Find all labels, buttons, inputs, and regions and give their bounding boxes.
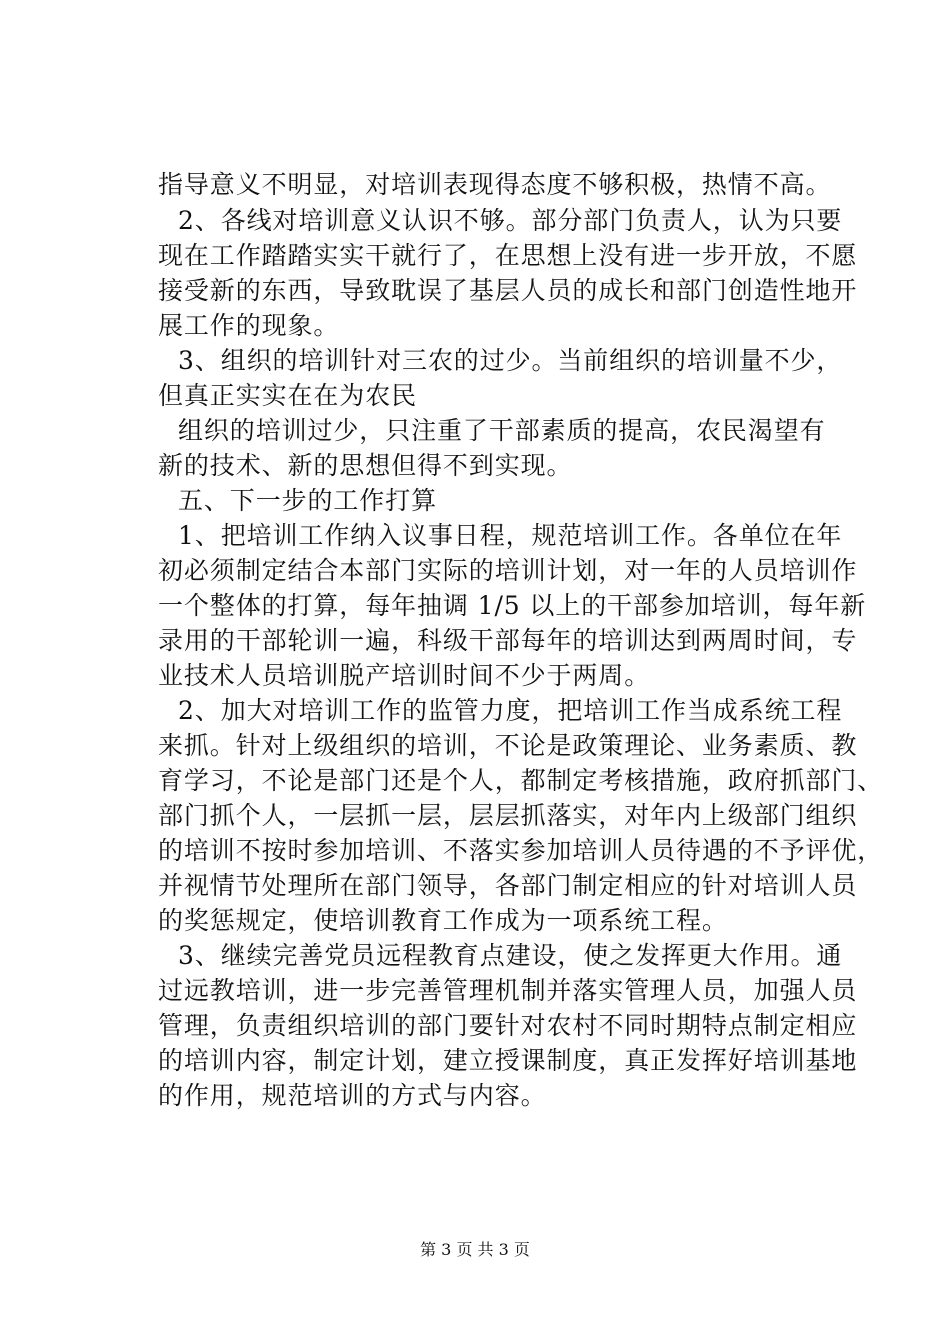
text-line: 过远教培训，进一步完善管理机制并落实管理人员，加强人员: [158, 976, 858, 1005]
text-line: 初必须制定结合本部门实际的培训计划，对一年的人员培训作: [158, 556, 858, 585]
text-line: 管理，负责组织培训的部门要针对农村不同时期特点制定相应: [158, 1011, 858, 1040]
text-line: 组织的培训过少，只注重了干部素质的提高，农民渴望有: [178, 416, 826, 445]
text-line: 指导意义不明显，对培训表现得态度不够积极，热情不高。: [158, 170, 832, 199]
text-line: 但真正实实在在为农民: [158, 381, 418, 410]
text-line: 录用的干部轮训一遍，科级干部每年的培训达到两周时间，专: [158, 626, 858, 655]
text-line: 1、把培训工作纳入议事日程，规范培训工作。各单位在年: [178, 521, 843, 550]
text-line: 3、组织的培训针对三农的过少。当前组织的培训量不少，: [178, 346, 843, 375]
section-heading: 五、下一步的工作打算: [178, 486, 438, 515]
text-line: 的培训不按时参加培训、不落实参加培训人员待遇的不予评优，: [158, 836, 884, 865]
text-line: 接受新的东西，导致耽误了基层人员的成长和部门创造性地开: [158, 276, 858, 305]
text-line: 的培训内容，制定计划，建立授课制度，真正发挥好培训基地: [158, 1046, 858, 1075]
text-line: 一个整体的打算，每年抽调 1/5 以上的干部参加培训，每年新: [158, 591, 867, 620]
text-line: 展工作的现象。: [158, 311, 340, 340]
text-line: 并视情节处理所在部门领导，各部门制定相应的针对培训人员: [158, 871, 858, 900]
text-line: 业技术人员培训脱产培训时间不少于两周。: [158, 661, 651, 690]
page-footer: 第 3 页 共 3 页: [420, 1240, 530, 1259]
text-line: 育学习，不论是部门还是个人，都制定考核措施，政府抓部门、: [158, 766, 884, 795]
text-line: 来抓。针对上级组织的培训，不论是政策理论、业务素质、教: [158, 731, 858, 760]
text-line: 的奖惩规定，使培训教育工作成为一项系统工程。: [158, 906, 728, 935]
text-line: 3、继续完善党员远程教育点建设，使之发挥更大作用。通: [178, 941, 843, 970]
text-line: 新的技术、新的思想但得不到实现。: [158, 451, 573, 480]
text-line: 的作用，规范培训的方式与内容。: [158, 1081, 547, 1110]
text-line: 2、各线对培训意义认识不够。部分部门负责人，认为只要: [178, 206, 843, 235]
text-line: 2、加大对培训工作的监管力度，把培训工作当成系统工程: [178, 696, 843, 725]
text-line: 现在工作踏踏实实干就行了，在思想上没有进一步开放，不愿: [158, 241, 858, 270]
text-line: 部门抓个人，一层抓一层，层层抓落实，对年内上级部门组织: [158, 801, 858, 830]
